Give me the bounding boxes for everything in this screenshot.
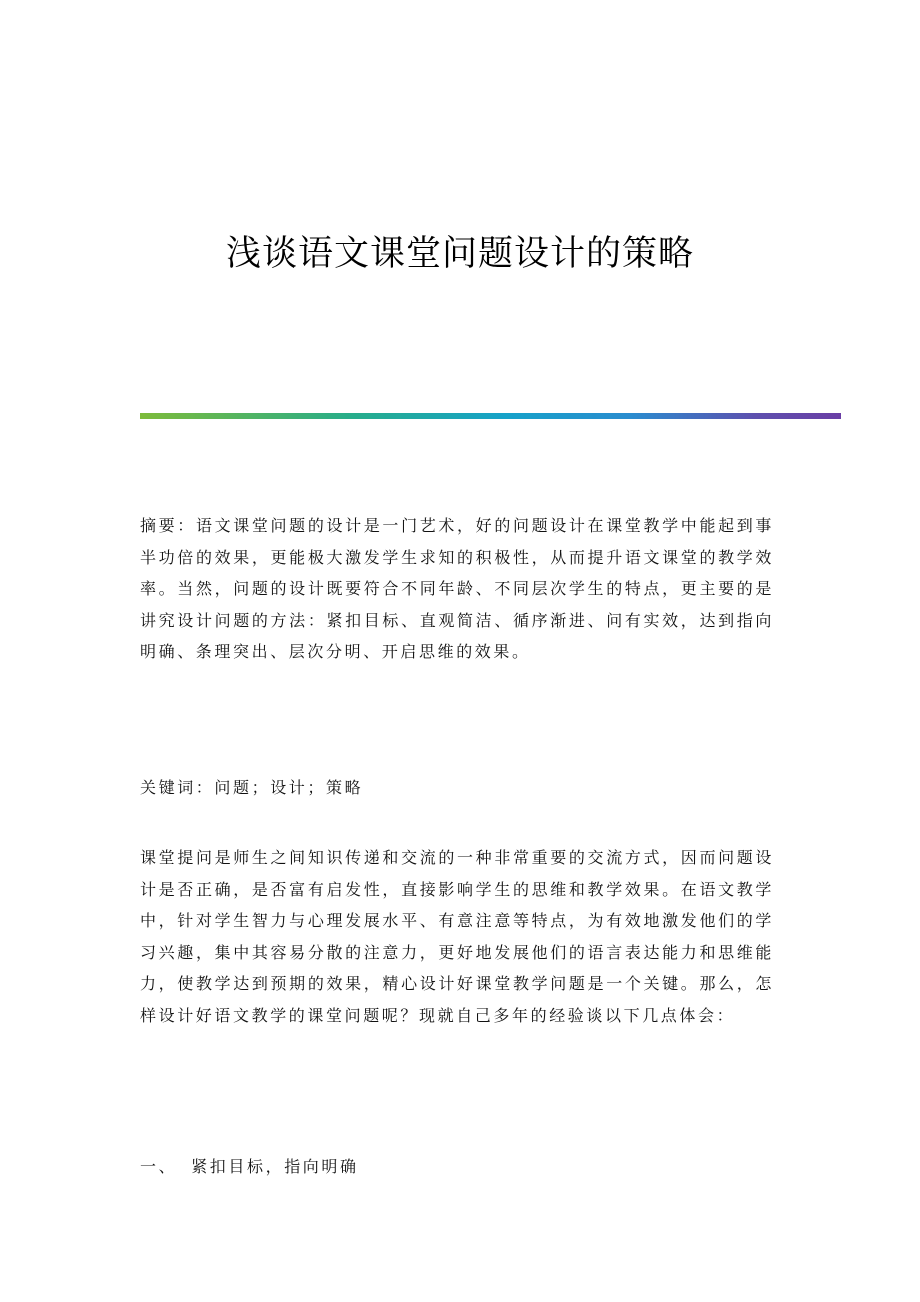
abstract-paragraph: 摘要：语文课堂问题的设计是一门艺术，好的问题设计在课堂教学中能起到事半功倍的效果，更能极大激发学生求知的积极性，从而提升语文课堂的教学效率。当然，问题的设计既要符合不同年龄、不同层次学生的特点，更主要的是讲究设计问题的方法：紧扣目标、直观简洁、循序渐进、问有实效，达到指向明确、条理突出、层次分明、开启思维的效果。 bbox=[140, 516, 774, 661]
title-divider-bar bbox=[140, 413, 841, 419]
intro-paragraph: 课堂提问是师生之间知识传递和交流的一种非常重要的交流方式，因而问题设计是否正确，是否富有启发性，直接影响学生的思维和教学效果。在语文教学中，针对学生智力与心理发展水平、有意注意等特点，为有效地激发他们的学习兴趣，集中其容易分散的注意力，更好地发展他们的语言表达能力和思维能力，使教学达到预期的效果，精心设计好课堂教学问题是一个关键。那么，怎样设计好语文教学的课堂问题呢？现就自己多年的经验谈以下几点体会： bbox=[140, 848, 774, 1025]
section-heading-1 bbox=[140, 1151, 359, 1183]
keywords-line: 关键词：问题；设计；策略 bbox=[140, 778, 364, 797]
document-title: 浅谈语文课堂问题设计的策略 bbox=[225, 234, 694, 274]
section-number: 一、 bbox=[140, 1157, 178, 1176]
section-title: 紧扣目标，指向明确 bbox=[191, 1157, 359, 1176]
